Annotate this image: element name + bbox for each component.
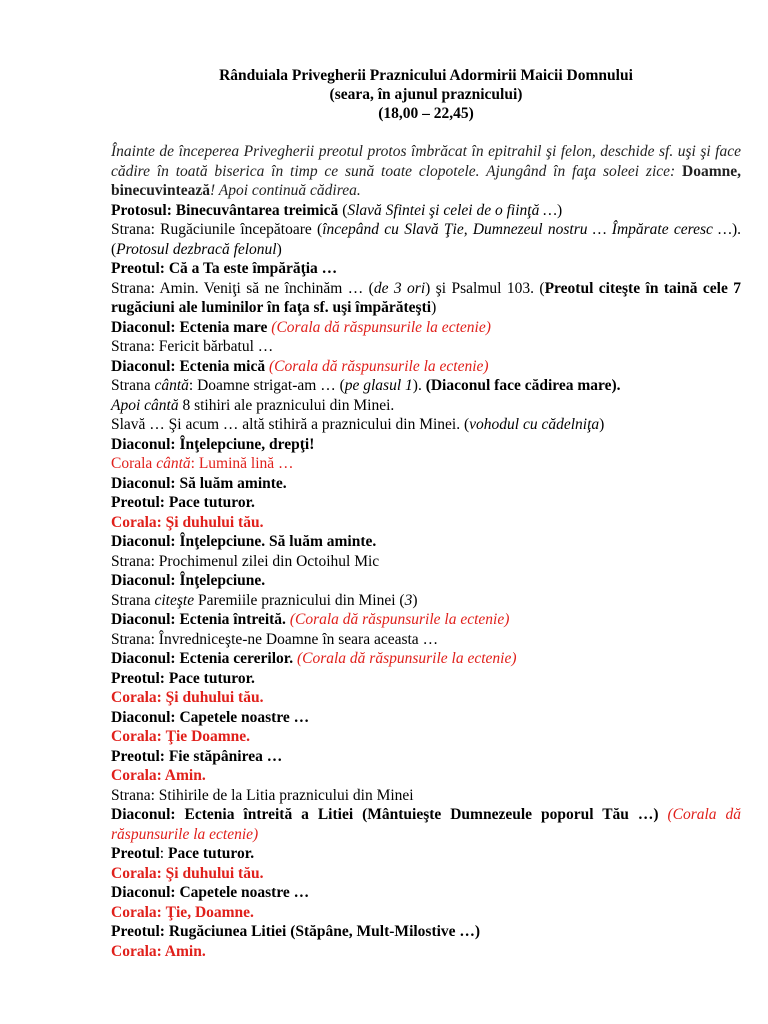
line-segment: (Diaconul face cădirea mare). [425,377,621,394]
service-line [111,513,741,533]
document-title [111,66,741,123]
service-line [111,318,741,338]
service-line [111,493,741,513]
service-line [111,805,741,844]
line-segment: Protosul: Binecuvântarea treimică [111,201,339,219]
service-line [111,279,741,318]
service-line [111,571,741,591]
line-segment: Corala: Amin. [111,942,206,960]
line-segment: ) [412,591,418,609]
line-segment: Corala: Ţie, Doamne. [111,903,254,921]
line-segment: Preotul: Pace tuturor. [111,669,255,687]
line-segment: 8 stihiri ale praznicului din Minei. [178,396,395,414]
service-line [111,337,741,357]
line-segment: vohodul cu cădelniţa [469,416,600,433]
line-segment: Corala: Amin. [111,767,206,784]
title-line-1: Rânduiala Privegherii Praznicului Adormirii Maicii Domnului [219,67,633,84]
line-segment: Preotul: Rugăciunea Litiei (Stăpâne, Mult-Milostive …) [111,923,481,940]
line-segment: Slavă … Şi acum … altă stihiră a praznicului din Minei. ( [111,416,470,433]
line-segment: citeşte [154,591,195,609]
service-line [111,883,741,903]
line-segment: Corala: Ţie Doamne. [111,728,251,745]
line-segment: ). ( [111,221,741,258]
line-segment: 3 [404,591,413,609]
service-line [111,864,741,884]
line-segment: Preotul [111,845,160,862]
line-segment: Corala: Şi duhului tău. [111,513,264,531]
line-segment: Strana: Stihirile de la Litia praznicului din Minei [111,786,414,804]
line-segment: (Corala dă răspunsurile la ectenie) [289,611,510,628]
intro-text: Înainte de începerea Privegherii preotul protos îmbrăcat în epitrahil şi felon, deschide sf. uşi şi face cădire în toată biserica în timp ce sună toate clopotele. Ajungând în faţa soleei zice: [111,143,741,180]
line-segment: Strana: Amin. Veniţi să ne închinăm … ( [111,279,374,297]
line-segment: ) [557,201,563,219]
service-line [111,435,741,455]
intro-paragraph [111,142,741,201]
line-segment: (Corala dă răspunsurile la ectenie) [111,806,742,843]
service-line [111,591,741,611]
service-line [111,532,741,552]
service-line [111,844,741,864]
intro-text-end: ! Apoi continuă cădirea. [210,182,361,199]
line-segment: cântă [154,377,189,394]
line-segment: Diaconul: Ectenia întreită. [111,611,286,628]
service-line [111,259,741,279]
service-line [111,630,741,650]
line-segment: Diaconul: Înţelepciune. Să luăm aminte. [111,533,377,550]
line-segment: Strana: Învredniceşte-ne Doamne în seara aceasta … [111,630,439,648]
service-line [111,220,741,259]
line-segment: Diaconul: Ectenia întreită a Litiei (Mântuieşte Dumnezeule poporul Tău …) [111,806,659,823]
line-segment: Diaconul: Înţelepciune, drepţi! [111,435,315,453]
line-segment: Strana [111,591,155,609]
service-line [111,942,741,962]
line-segment: Paremiile praznicului din Minei ( [194,591,405,609]
line-segment: Protosul dezbracă felonul [116,240,277,258]
line-segment: Diaconul: Să luăm aminte. [111,474,287,492]
service-line [111,357,741,377]
line-segment: Strana [111,377,155,394]
service-order-list [111,201,741,962]
line-segment: ( [338,201,348,219]
line-segment: ) [431,299,437,316]
line-segment: Preotul: Pace tuturor. [111,494,255,511]
service-line [111,376,741,396]
line-segment: Diaconul: Înţelepciune. [111,572,266,589]
service-line [111,474,741,494]
document-page [111,66,741,961]
service-line [111,669,741,689]
line-segment: (Corala dă răspunsurile la ectenie) [269,357,489,375]
line-segment: (Corala dă răspunsurile la ectenie) [271,318,491,336]
service-line [111,903,741,923]
line-segment: Pace tuturor. [167,845,255,862]
line-segment: ) [276,240,282,258]
service-line [111,786,741,806]
service-line [111,649,741,669]
line-segment: : Doamne strigat-am … ( [188,377,345,394]
service-line [111,201,741,221]
line-segment: pe glasul 1 [344,377,413,394]
title-line-3: (18,00 – 22,45) [378,105,474,122]
line-segment: ). [412,377,426,394]
service-line [111,688,741,708]
line-segment: Diaconul: Ectenia mare [111,318,268,336]
line-segment: Diaconul: Ectenia cererilor. [111,650,294,667]
service-line [111,922,741,942]
line-segment: (Corala dă răspunsurile la ectenie) [296,650,517,667]
service-line [111,396,741,416]
line-segment: Strana: Prochimenul zilei din Octoihul Mic [111,552,380,570]
line-segment: cântă [156,455,191,472]
line-segment: începând cu Slavă Ţie, Dumnezeul nostru … Împărate ceresc … [322,221,732,238]
line-segment: ) şi Psalmul 103. ( [425,279,545,297]
service-line [111,727,741,747]
line-segment: : Lumină lină … [190,455,294,472]
line-segment: Strana: Fericit bărbatul … [111,338,274,355]
line-segment: Strana: Rugăciunile începătoare ( [111,221,323,238]
service-line [111,415,741,435]
service-line [111,708,741,728]
service-line [111,552,741,572]
line-segment: : [159,845,168,862]
title-line-2: (seara, în ajunul praznicului) [329,86,523,103]
intro-blessing: Doamne, binecuvintează [111,162,741,199]
line-segment: Diaconul: Ectenia mică [111,357,266,375]
line-segment: Corala: Şi duhului tău. [111,689,264,706]
line-segment: Slavă Sfintei şi celei de o fiinţă … [347,201,558,219]
line-segment: Apoi cântă [111,396,179,414]
service-line [111,454,741,474]
line-segment: Corala [111,455,157,472]
line-segment: Corala: Şi duhului tău. [111,864,264,882]
service-line [111,766,741,786]
line-segment: Preotul: Fie stăpânirea … [111,747,283,765]
line-segment: Preotul citeşte în taină cele 7 rugăciuni ale luminilor în faţa sf. uşi împărăteşti [111,279,742,316]
line-segment: Diaconul: Capetele noastre … [111,708,310,726]
service-line [111,610,741,630]
service-line [111,747,741,767]
line-segment: Preotul: Că a Ta este împărăţia … [111,260,338,277]
line-segment: Diaconul: Capetele noastre … [111,884,310,901]
line-segment: ) [599,416,605,433]
line-segment: de 3 ori [373,279,426,297]
